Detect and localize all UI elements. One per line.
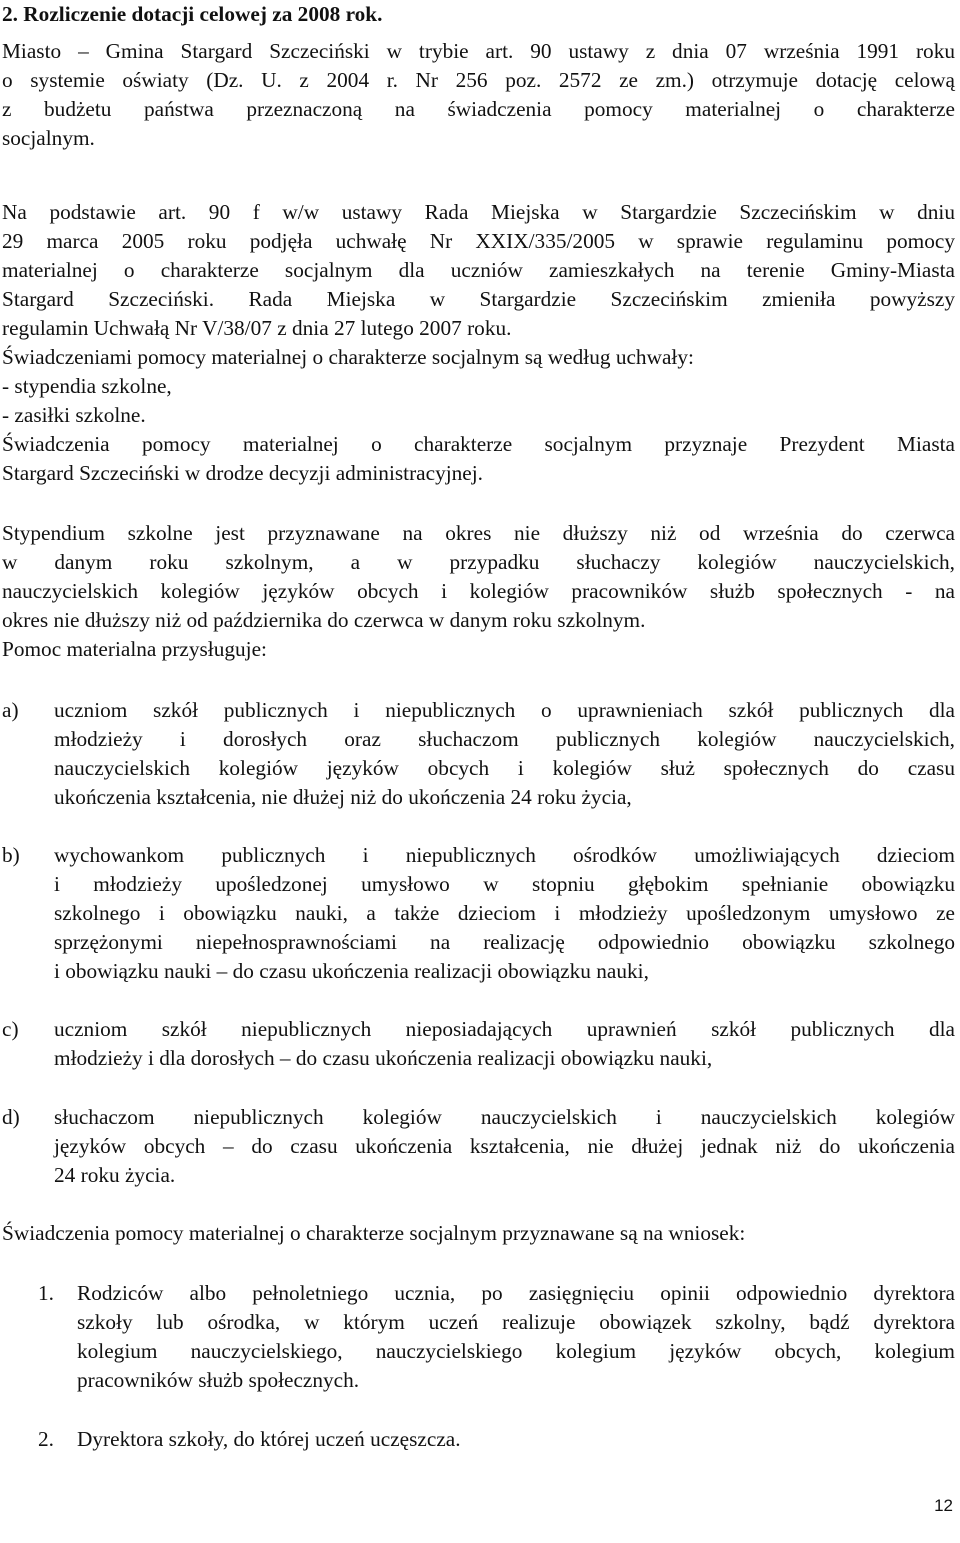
- text-line: Stargard Szczeciński w drodze decyzji administracyjnej.: [2, 461, 483, 485]
- text-line: Miasto – Gmina Stargard Szczeciński w trybie art. 90 ustawy z dnia 07 września 1991 roku: [2, 39, 955, 63]
- text-line: Stargard Szczeciński. Rada Miejska w Stargardzie Szczecińskim zmieniła powyższy: [2, 287, 955, 311]
- text-line: szkoły lub ośrodka, w którym uczeń realizuje obowiązek szkolny, bądź dyrektora: [77, 1310, 955, 1334]
- text-line: Stypendium szkolne jest przyznawane na okres nie dłuższy niż od września do czerwca: [2, 521, 955, 545]
- list-marker: 1.: [38, 1281, 54, 1305]
- list-marker: b): [2, 843, 20, 867]
- text-line: Na podstawie art. 90 f w/w ustawy Rada Miejska w Stargardzie Szczecińskim w dniu: [2, 200, 955, 224]
- paragraph-benefit-types: [2, 343, 955, 430]
- text-line: Dyrektora szkoły, do której uczeń uczęszcza.: [77, 1427, 461, 1451]
- list-marker: c): [2, 1017, 19, 1041]
- numbered-item-1: [2, 1279, 955, 1395]
- text-line: i młodzieży upośledzonej umysłowo w stopniu głębokim spełnianie obowiązku: [54, 872, 955, 896]
- text-line: sprzężonymi niepełnosprawnościami na realizację odpowiednio obowiązku szkolnego: [54, 930, 955, 954]
- text-line: okres nie dłuższy niż od października do czerwca w danym roku szkolnym.: [2, 608, 646, 632]
- list-item-text: [54, 1015, 955, 1073]
- paragraph-eligibility-intro: [2, 635, 955, 664]
- text-line: młodzieży i dla dorosłych – do czasu ukończenia realizacji obowiązku nauki,: [54, 1046, 713, 1070]
- text-line: nauczycielskich kolegiów języków obcych i kolegiów pracowników służb społecznych - na: [2, 579, 955, 603]
- page-number: 12: [934, 1496, 953, 1515]
- text-line: Świadczenia pomocy materialnej o charakterze socjalnym przyznaje Prezydent Miasta: [2, 432, 955, 456]
- paragraph-application-intro: [2, 1219, 955, 1248]
- paragraph-funding-basis: [2, 37, 955, 153]
- text-line: socjalnym.: [2, 126, 95, 150]
- text-line: słuchaczom niepublicznych kolegiów nauczycielskich i nauczycielskich kolegiów: [54, 1105, 955, 1129]
- text-line: 29 marca 2005 roku podjęła uchwałę Nr XXIX/335/2005 w sprawie regulaminu pomocy: [2, 229, 955, 253]
- text-line: pracowników służb społecznych.: [77, 1368, 360, 1392]
- text-line: wychowankom publicznych i niepublicznych ośrodków umożliwiających dzieciom: [54, 843, 955, 867]
- text-line: Świadczenia pomocy materialnej o charakterze socjalnym przyznawane są na wniosek:: [2, 1221, 746, 1245]
- section-title: 2. Rozliczenie dotacji celowej za 2008 rok.: [2, 2, 383, 26]
- text-line: języków obcych – do czasu ukończenia kształcenia, nie dłużej jednak niż do ukończenia: [54, 1134, 955, 1158]
- list-item-b: [2, 841, 955, 986]
- text-line: młodzieży i dorosłych oraz słuchaczom publicznych kolegiów nauczycielskich,: [54, 727, 955, 751]
- list-item-text: [54, 1103, 955, 1190]
- text-line: ukończenia kształcenia, nie dłużej niż do ukończenia 24 roku życia,: [54, 785, 632, 809]
- text-line: Rodziców albo pełnoletniego ucznia, po zasięgnięciu opinii odpowiednio dyrektora: [77, 1281, 955, 1305]
- list-item-text: [77, 1425, 955, 1454]
- list-item-c: [2, 1015, 955, 1073]
- text-line: o systemie oświaty (Dz. U. z 2004 r. Nr 256 poz. 2572 ze zm.) otrzymuje dotację celową: [2, 68, 955, 92]
- text-line: uczniom szkół publicznych i niepublicznych o uprawnieniach szkół publicznych dla: [54, 698, 955, 722]
- numbered-item-2: [2, 1425, 955, 1454]
- list-marker: a): [2, 698, 19, 722]
- list-item-text: [54, 696, 955, 812]
- list-item: - stypendia szkolne,: [2, 374, 172, 398]
- list-item-d: [2, 1103, 955, 1190]
- paragraph-council-resolution: [2, 198, 955, 343]
- text-line: materialnej o charakterze socjalnym dla uczniów zamieszkałych na terenie Gminy-Miasta: [2, 258, 955, 282]
- text-line: 24 roku życia.: [54, 1163, 176, 1187]
- text-line: kolegium nauczycielskiego, nauczycielskiego kolegium języków obcych, kolegium: [77, 1339, 955, 1363]
- list-item: - zasiłki szkolne.: [2, 403, 146, 427]
- paragraph-scholarship-period: [2, 519, 955, 635]
- text-line: regulamin Uchwałą Nr V/38/07 z dnia 27 lutego 2007 roku.: [2, 316, 512, 340]
- list-marker: 2.: [38, 1427, 54, 1451]
- text-line: uczniom szkół niepublicznych nieposiadających uprawnień szkół publicznych dla: [54, 1017, 955, 1041]
- text-line: Pomoc materialna przysługuje:: [2, 637, 267, 661]
- text-line: w danym roku szkolnym, a w przypadku słuchaczy kolegiów nauczycielskich,: [2, 550, 955, 574]
- text-line: szkolnego i obowiązku nauki, a także dzieciom i młodzieży upośledzonym umysłowo ze: [54, 901, 955, 925]
- paragraph-granting-authority: [2, 430, 955, 488]
- list-marker: d): [2, 1105, 20, 1129]
- list-item-a: [2, 696, 955, 812]
- text-line: nauczycielskich kolegiów języków obcych i kolegiów służ społecznych do czasu: [54, 756, 955, 780]
- list-item-text: [54, 841, 955, 986]
- text-line: z budżetu państwa przeznaczoną na świadczenia pomocy materialnej o charakterze: [2, 97, 955, 121]
- text-line: Świadczeniami pomocy materialnej o charakterze socjalnym są według uchwały:: [2, 345, 694, 369]
- text-line: i obowiązku nauki – do czasu ukończenia realizacji obowiązku nauki,: [54, 959, 649, 983]
- list-item-text: [77, 1279, 955, 1395]
